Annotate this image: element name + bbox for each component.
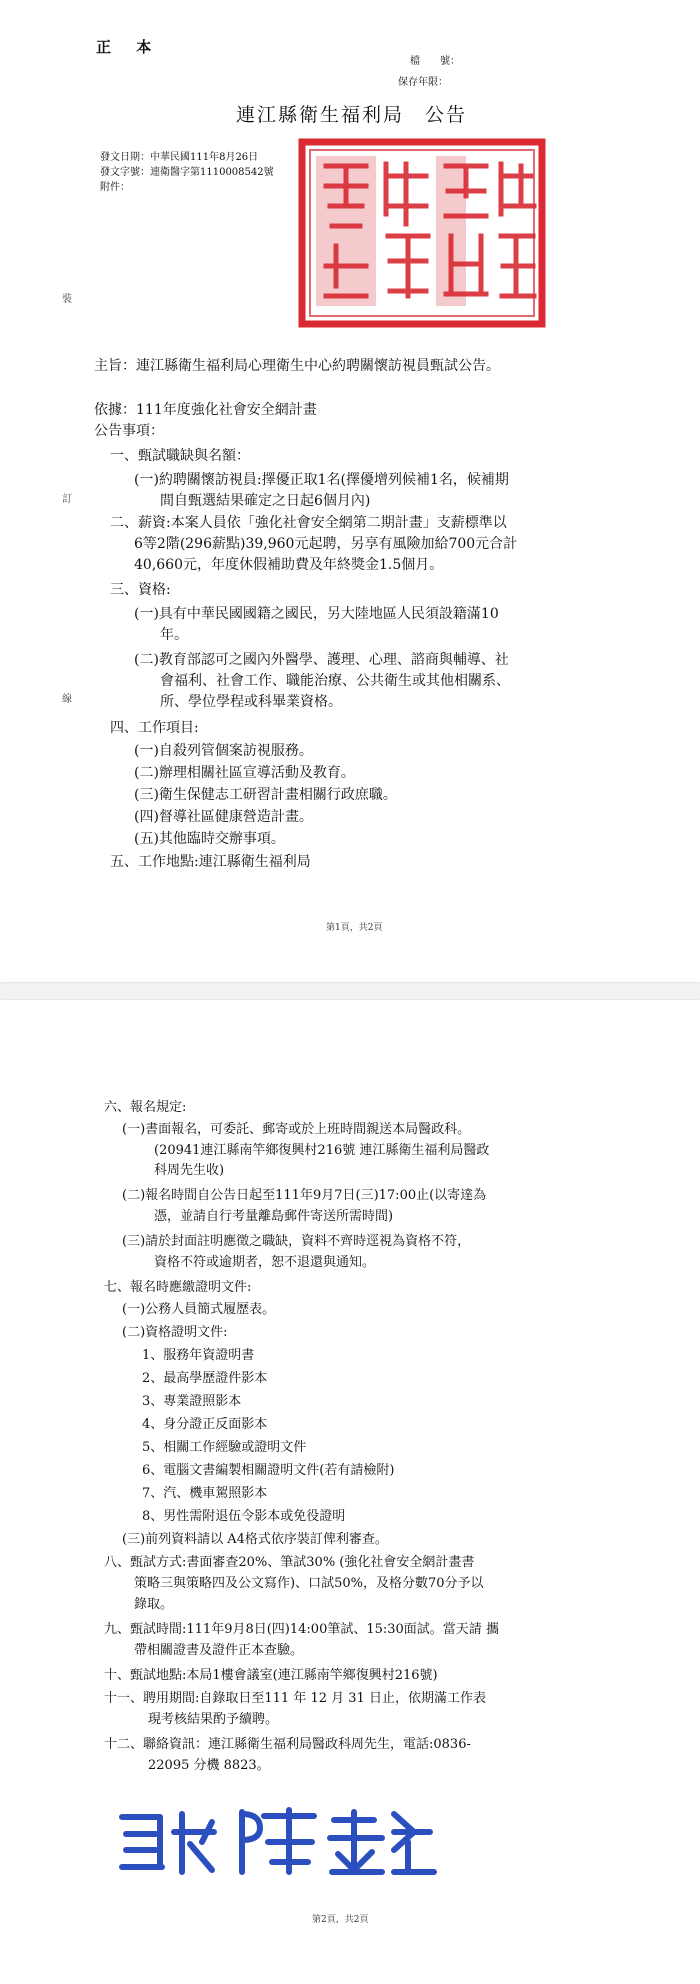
- section-6-heading: 六、報名規定:: [104, 1100, 187, 1115]
- text-line: 40,660元，年度休假補助費及年終獎金1.5個月。: [134, 557, 444, 573]
- binding-mark-2: 訂: [62, 494, 72, 505]
- text-line: (20941連江縣南竿鄉復興村216號 連江縣衛生福利局醫政: [154, 1143, 490, 1158]
- text-line: (三)衛生保健志工研習計畫相關行政庶職。: [134, 787, 397, 803]
- text-line: (一)公務人員簡式履歷表。: [122, 1302, 276, 1317]
- list-item: 4、身分證正反面影本: [142, 1417, 268, 1432]
- text-line: 帶相關證書及證件正本查驗。: [134, 1643, 304, 1658]
- issue-number: 發文字號：連衛醫字第1110008542號: [100, 167, 274, 178]
- issue-date: 發文日期：中華民國111年8月26日: [100, 152, 259, 163]
- attachment-label: 附件：: [100, 182, 130, 193]
- list-item: 2、最高學歷證件影本: [142, 1371, 268, 1386]
- text-line: 年。: [160, 627, 188, 643]
- section-3-heading: 三、資格:: [110, 582, 171, 598]
- subject-line: 主旨：連江縣衛生福利局心理衛生中心約聘關懷訪視員甄試公告。: [94, 358, 500, 374]
- text-line: (三)前列資料請以 A4格式依序裝訂俾利審查。: [122, 1532, 388, 1547]
- retention-period-label: 保存年限：: [398, 77, 448, 88]
- section-12-heading: 十二、聯絡資訊：連江縣衛生福利局醫政科周先生，電話:0836-: [104, 1737, 471, 1752]
- text-line: 憑，並請自行考量離島郵件寄送所需時間): [154, 1209, 394, 1224]
- text-line: (五)其他臨時交辦事項。: [134, 831, 285, 847]
- section-4-heading: 四、工作項目:: [110, 720, 199, 736]
- section-9-heading: 九、甄試時間:111年9月8日(四)14:00筆試、15:30面試。當天請 攜: [104, 1622, 499, 1637]
- section-8-heading: 八、甄試方式:書面審查20%、筆試30% (強化社會安全網計畫書: [104, 1555, 475, 1570]
- list-item: 6、電腦文書編製相關證明文件(若有請檢附): [142, 1463, 395, 1478]
- text-line: 所、學位學程或科畢業資格。: [160, 694, 342, 710]
- official-seal-stamp: [296, 136, 548, 330]
- text-line: (二)辦理相關社區宣導活動及教育。: [134, 765, 355, 781]
- text-line: (四)督導社區健康營造計畫。: [134, 809, 313, 825]
- section-11-heading: 十一、聘用期間:自錄取日至111 年 12 月 31 日止，依期滿工作表: [104, 1691, 486, 1706]
- text-line: (一)具有中華民國國籍之國民，另大陸地區人民須設籍滿10: [134, 606, 499, 622]
- text-line: (一)書面報名，可委託、郵寄或於上班時間親送本局醫政科。: [122, 1122, 471, 1137]
- binding-mark-1: 裝: [62, 294, 72, 305]
- text-line: 錄取。: [134, 1597, 174, 1612]
- list-item: 3、專業證照影本: [142, 1394, 242, 1409]
- basis-line: 依據：111年度強化社會安全網計畫: [94, 402, 317, 418]
- director-signature: [112, 1802, 442, 1882]
- text-line: 資格不符或逾期者，恕不退還與通知。: [154, 1255, 376, 1270]
- list-item: 5、相關工作經驗或證明文件: [142, 1440, 307, 1455]
- text-line: 現考核結果酌予續聘。: [148, 1712, 279, 1727]
- document-title: 連江縣衛生福利局 公告: [236, 104, 468, 126]
- notice-heading: 公告事項：: [94, 423, 164, 439]
- text-line: 6等2階(296薪點)39,960元起聘，另享有風險加給700元合計: [134, 536, 518, 552]
- section-7-heading: 七、報名時應繳證明文件:: [104, 1280, 252, 1295]
- text-line: (三)請於封面註明應徵之職缺，資料不齊時逕視為資格不符，: [122, 1234, 471, 1249]
- section-10-heading: 十、甄試地點:本局1樓會議室(連江縣南竿鄉復興村216號): [104, 1668, 438, 1683]
- text-line: 策略三與策略四及公文寫作)、口試50%，及格分數70分予以: [134, 1576, 484, 1591]
- text-line: (一)約聘關懷訪視員:擇優正取1名(擇優增列候補1名，候補期: [134, 472, 509, 488]
- text-line: 會福利、社會工作、職能治療、公共衛生或其他相關系、: [160, 673, 510, 689]
- list-item: 8、男性需附退伍令影本或免役證明: [142, 1509, 346, 1524]
- original-copy-label: 正 本: [96, 38, 162, 56]
- section-5-heading: 五、工作地點:連江縣衛生福利局: [110, 854, 311, 870]
- section-1-heading: 一、甄試職缺與名額：: [110, 448, 250, 464]
- page-number-footer: 第2頁，共2頁: [312, 1915, 369, 1925]
- text-line: (一)自殺列管個案訪視服務。: [134, 743, 313, 759]
- section-2-heading: 二、薪資:本案人員依「強化社會安全網第二期計畫」支薪標準以: [110, 515, 507, 531]
- file-number-label: 檔 號：: [410, 56, 460, 67]
- page-number-footer: 第1頁，共2頁: [326, 923, 383, 933]
- text-line: 間自甄選結果確定之日起6個月內): [160, 493, 371, 509]
- list-item: 7、汽、機車駕照影本: [142, 1486, 268, 1501]
- text-line: 22095 分機 8823。: [148, 1758, 270, 1773]
- document-page-1: [0, 0, 700, 982]
- text-line: (二)教育部認可之國內外醫學、護理、心理、諮商與輔導、社: [134, 652, 509, 668]
- binding-mark-3: 線: [62, 694, 72, 705]
- text-line: (二)資格證明文件:: [122, 1325, 228, 1340]
- list-item: 1、服務年資證明書: [142, 1348, 255, 1363]
- text-line: (二)報名時間自公告日起至111年9月7日(三)17:00止(以寄達為: [122, 1188, 487, 1203]
- text-line: 科周先生收): [154, 1163, 225, 1178]
